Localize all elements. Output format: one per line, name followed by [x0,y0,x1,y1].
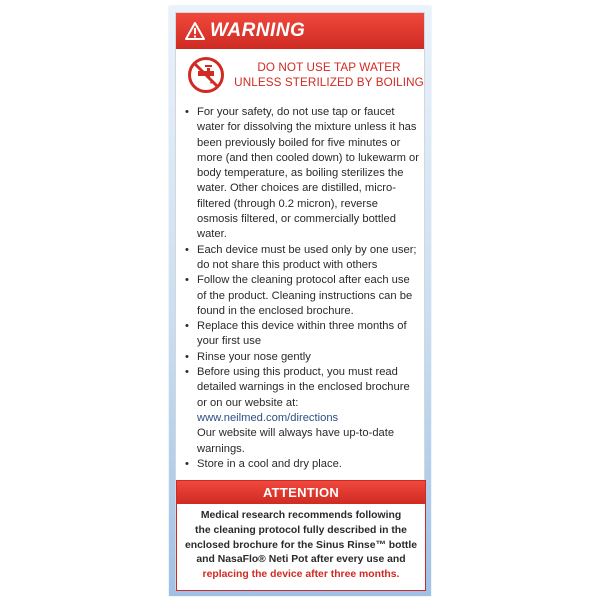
bullet-item-before-use [183,365,419,457]
attention-box [176,480,426,591]
bullet-item: • For your safety, do not use tap or faucet water for dissolving the mixture unless it has been previously boiled for five minutes or more (and then cooled down) to lukewarm or body temperature, as boiling sterilizes the water. Other choices are distilled, micro-filtered (through 0.2 micron), reverse osmosis filtered, or commercially bottled water. [183,105,419,243]
warning-title: WARNING [210,20,306,41]
bullet-item: • Store in a cool and dry place. [183,457,419,472]
warning-label-card [175,12,425,590]
tap-line-1: DO NOT USE TAP WATER [257,61,401,74]
website-note: Our website will always have up-to-date warnings. [197,427,395,455]
attention-line-red: replacing the device after three months. [202,569,400,581]
tap-line-2: UNLESS STERILIZED BY BOILING [234,76,424,89]
bullet-item: • Replace this device within three months of your first use [183,319,419,350]
warning-bullets [183,105,419,472]
attention-line: and NasaFlo® Neti Pot after every use and [196,554,406,566]
attention-text [177,504,425,583]
product-package [169,6,431,596]
website-link[interactable]: www.neilmed.com/directions [197,411,339,424]
no-tap-water-icon [187,56,225,94]
bullet-item: • Rinse your nose gently [183,350,419,365]
attention-line: enclosed brochure for the Sinus Rinse™ bottle [184,539,418,551]
tap-water-notice [187,56,424,98]
warning-header [176,13,424,49]
attention-header [177,481,425,504]
attention-line: Medical research recommends following [200,510,402,521]
bullet-item: • Follow the cleaning protocol after each use of the product. Cleaning instructions can be found in the enclosed brochure. [183,273,419,319]
attention-title: ATTENTION [262,485,340,500]
attention-line: the cleaning protocol fully described in the [195,524,407,536]
before-use-text: Before using this product, you must read detailed warnings in the enclosed brochure or on our website at: [197,366,410,409]
tap-water-text [234,60,424,90]
bullet-item: • Each device must be used only by one user; do not share this product with others [183,243,419,274]
warning-triangle-icon [185,22,205,40]
